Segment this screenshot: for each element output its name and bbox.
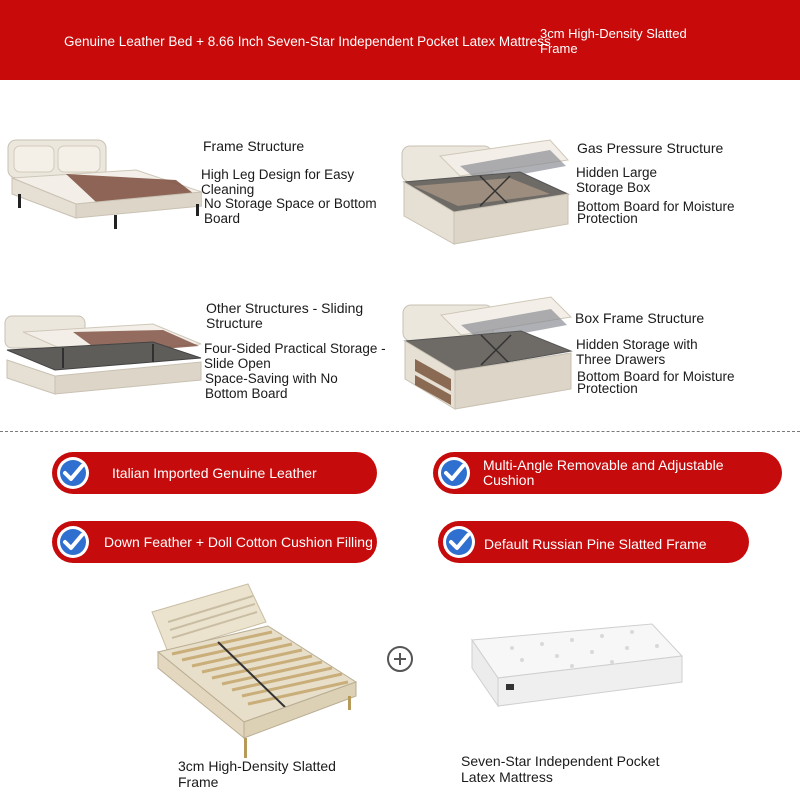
- feature-label: Down Feather + Doll Cotton Cushion Filling: [104, 534, 373, 550]
- structure-title: Box Frame Structure: [575, 310, 705, 326]
- structure-feature: Hidden Large Storage Box: [576, 165, 658, 195]
- feature-pill: [52, 452, 377, 494]
- section-divider: [0, 431, 800, 432]
- slatted-bed-frame-image: [148, 582, 358, 760]
- product-label-frame: 3cm High-Density Slatted Frame: [178, 758, 336, 790]
- structure-feature: Bottom Board for Moisture Protection: [577, 369, 735, 396]
- structure-box-frame: [398, 288, 800, 418]
- feature-pill: [52, 521, 377, 563]
- structure-sliding: [0, 290, 395, 410]
- frame-bed-image: [6, 130, 202, 230]
- plus-circle-icon: [387, 646, 413, 672]
- feature-pill: [433, 452, 782, 494]
- feature-label: Default Russian Pine Slatted Frame: [484, 536, 707, 552]
- structure-title: Other Structures - Sliding Structure: [206, 300, 364, 331]
- structure-feature: No Storage Space or Bottom Board: [204, 196, 377, 226]
- header-subtitle: 3cm High-Density Slatted Frame: [540, 26, 687, 56]
- box-frame-bed-image: [401, 291, 573, 411]
- structure-feature: Four-Sided Practical Storage - Slide Open: [204, 341, 386, 371]
- structure-feature: Space-Saving with No Bottom Board: [205, 371, 338, 401]
- check-icon: [56, 525, 90, 559]
- structure-feature: Bottom Board for Moisture Protection: [577, 199, 735, 226]
- structure-frame: [0, 120, 395, 250]
- structure-feature: Hidden Storage with Three Drawers: [576, 337, 698, 367]
- check-icon: [56, 456, 90, 490]
- sliding-bed-image: [3, 310, 203, 396]
- structure-feature: High Leg Design for Easy Cleaning: [201, 167, 355, 197]
- structure-title: Frame Structure: [203, 138, 305, 154]
- structure-gas-pressure: [398, 120, 800, 260]
- feature-label: Multi-Angle Removable and Adjustable Cushion: [483, 457, 724, 488]
- header-title: Genuine Leather Bed + 8.66 Inch Seven-Star Independent Pocket Latex Mattress: [64, 34, 551, 49]
- feature-pill: [438, 521, 749, 563]
- check-icon: [437, 456, 471, 490]
- check-icon: [442, 525, 476, 559]
- product-label-mattress: Seven-Star Independent Pocket Latex Mattress: [461, 753, 660, 785]
- header-banner: [0, 0, 800, 80]
- feature-label: Italian Imported Genuine Leather: [112, 465, 317, 481]
- gas-pressure-bed-image: [400, 136, 570, 251]
- latex-mattress-image: [462, 620, 684, 712]
- structure-title: Gas Pressure Structure: [577, 140, 724, 156]
